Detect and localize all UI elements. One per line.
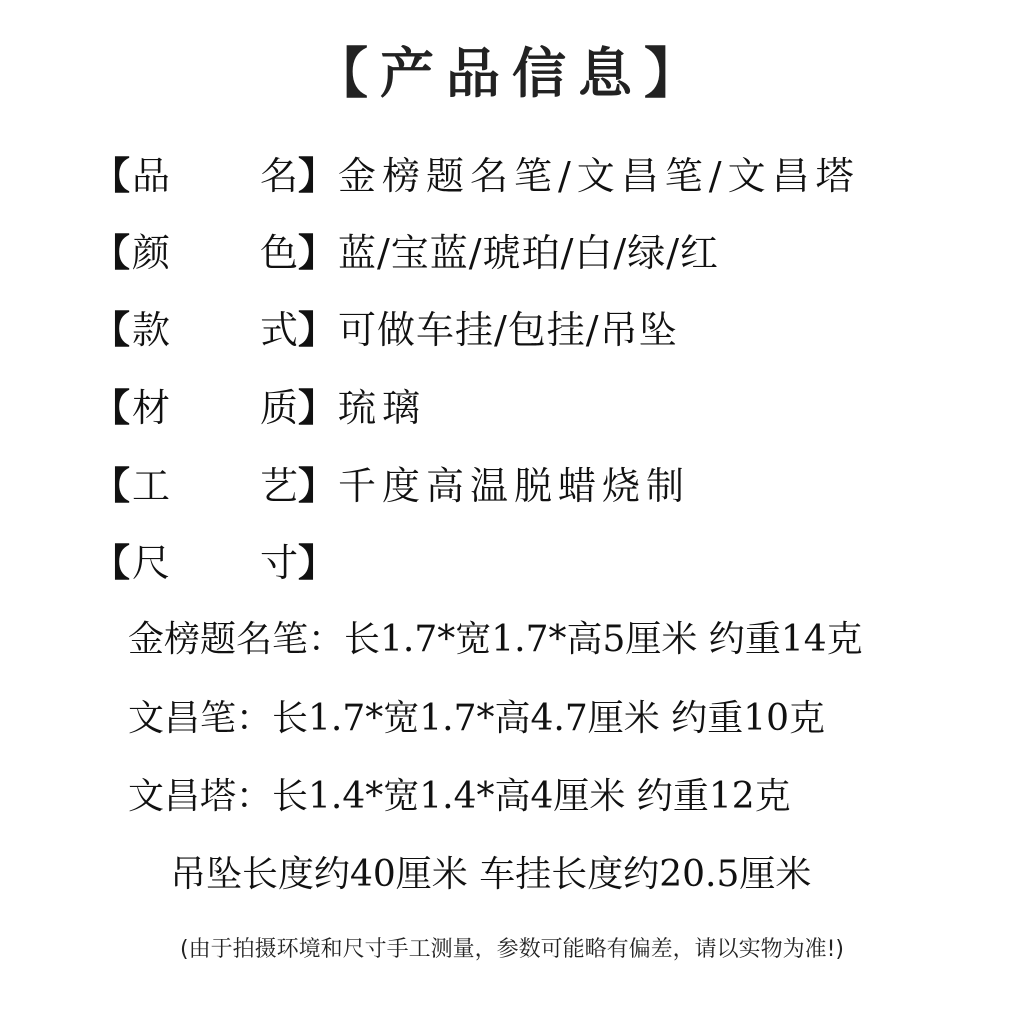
size-line-jinbang-pen: 金榜题名笔：长1.7*宽1.7*高5厘米 约重14克 bbox=[128, 619, 863, 660]
spec-label-char-1: 颜 bbox=[132, 231, 171, 275]
spec-label-char-1: 尺 bbox=[132, 541, 171, 585]
bracket-open: 【 bbox=[92, 540, 131, 585]
bracket-close: 】 bbox=[298, 230, 337, 275]
bracket-open: 【 bbox=[92, 153, 131, 198]
bracket-open: 【 bbox=[92, 385, 131, 430]
bracket-close: 】 bbox=[298, 540, 337, 585]
disclaimer-note: (由于拍摄环境和尺寸手工测量，参数可能略有偏差，请以实物为准!) bbox=[180, 937, 844, 962]
spec-label-char-2: 寸 bbox=[259, 541, 298, 585]
spec-label-char-2: 式 bbox=[259, 308, 298, 352]
spec-value-color: 蓝/宝蓝/琥珀/白/绿/红 bbox=[338, 231, 720, 275]
spec-label-char-2: 质 bbox=[259, 386, 298, 430]
bracket-close: 】 bbox=[298, 463, 337, 508]
bracket-close: 】 bbox=[298, 385, 337, 430]
spec-value-craft: 千度高温脱蜡烧制 bbox=[338, 464, 691, 508]
bracket-close: 】 bbox=[298, 153, 337, 198]
spec-value-material: 琉璃 bbox=[338, 386, 427, 430]
spec-label-char-2: 名 bbox=[259, 154, 298, 198]
bracket-close: 】 bbox=[298, 307, 337, 352]
spec-label bbox=[92, 533, 338, 593]
page-title: 【产品信息】 bbox=[314, 41, 710, 105]
spec-label bbox=[92, 378, 338, 438]
spec-row-color bbox=[92, 223, 719, 283]
spec-label-char-1: 款 bbox=[132, 308, 171, 352]
size-line-wenchang-tower: 文昌塔：长1.4*宽1.4*高4厘米 约重12克 bbox=[128, 776, 791, 817]
bracket-open: 【 bbox=[92, 230, 131, 275]
spec-label-char-1: 品 bbox=[132, 154, 171, 198]
spec-row-size bbox=[92, 533, 338, 593]
spec-value-name: 金榜题名笔/文昌笔/文昌塔 bbox=[338, 154, 860, 198]
spec-row-material bbox=[92, 378, 426, 438]
spec-row-name bbox=[92, 146, 860, 206]
spec-label-char-1: 材 bbox=[132, 386, 171, 430]
spec-label-char-2: 色 bbox=[259, 231, 298, 275]
spec-label-char-2: 艺 bbox=[259, 464, 298, 508]
spec-row-craft bbox=[92, 456, 690, 516]
spec-label bbox=[92, 300, 338, 360]
spec-label bbox=[92, 456, 338, 516]
spec-label bbox=[92, 146, 338, 206]
bracket-open: 【 bbox=[92, 463, 131, 508]
spec-label bbox=[92, 223, 338, 283]
size-line-wenchang-pen: 文昌笔：长1.7*宽1.7*高4.7厘米 约重10克 bbox=[128, 698, 826, 739]
spec-label-char-1: 工 bbox=[132, 464, 171, 508]
spec-value-style: 可做车挂/包挂/吊坠 bbox=[338, 308, 678, 352]
spec-row-style bbox=[92, 300, 678, 360]
size-line-cord-length: 吊坠长度约40厘米 车挂长度约20.5厘米 bbox=[170, 854, 812, 895]
bracket-open: 【 bbox=[92, 307, 131, 352]
